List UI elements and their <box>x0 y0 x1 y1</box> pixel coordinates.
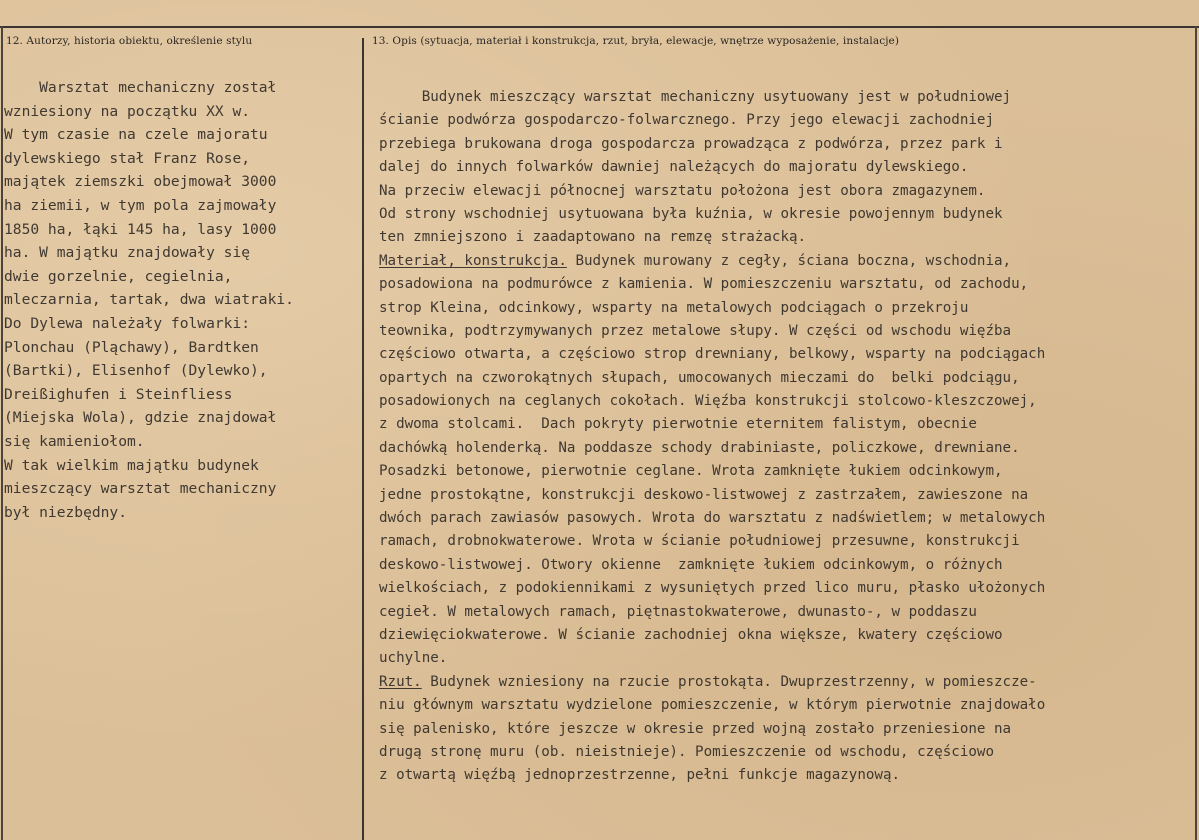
history-text-line: 1850 ha, łąki 145 ha, lasy 1000 <box>4 220 277 238</box>
description-text-line <box>379 413 1179 436</box>
line-text: strop Kleina, odcinkowy, wsparty na metalowych podciągach o przekroju <box>379 299 969 316</box>
history-text-line: Do Dylewa należały folwarki: <box>4 314 251 332</box>
history-text-line: dylewskiego stał Franz Rose, <box>4 149 251 167</box>
line-text: Posadzki betonowe, pierwotnie ceglane. Wrota zamknięte łukiem odcinkowym, <box>379 463 1003 480</box>
history-text-line: Warsztat mechaniczny został <box>4 79 277 96</box>
section-12-header: 12. Autorzy, historia obiektu, określenie stylu <box>6 35 253 47</box>
line-text: Na przeciw elewacji północnej warsztatu położona jest obora zmagazynem. <box>379 182 986 199</box>
description-text-line <box>379 530 1179 553</box>
description-text-line <box>379 320 1179 343</box>
history-text-line: ha ziemii, w tym pola zajmowały <box>4 196 277 214</box>
description-text-line <box>379 86 1179 109</box>
description-text-line <box>379 180 1179 203</box>
line-text: Od strony wschodniej usytuowana była kuźnia, w okresie powojennym budynek <box>379 205 1003 222</box>
line-text: opartych na czworokątnych słupach, umocowanych mieczami do belki podciągu, <box>379 369 1020 386</box>
line-text: posadowiona na podmurówce z kamienia. W pomieszczeniu warsztatu, od zachodu, <box>379 276 1029 293</box>
section-subheading: Materiał, konstrukcja. <box>379 252 567 269</box>
line-text: uchylne. <box>379 650 448 667</box>
line-text: jedne prostokątne, konstrukcji deskowo-listwowej z zastrzałem, zawieszone na <box>379 486 1029 503</box>
description-text-line <box>379 554 1179 577</box>
line-text: ścianie podwórza gospodarczo-folwarcznego. Przy jego elewacji zachodniej <box>379 112 994 129</box>
top-border-line <box>0 26 1199 28</box>
history-text-line: W tak wielkim majątku budynek <box>4 456 259 474</box>
line-text: niu głównym warsztatu wydzielone pomieszczenie, w którym pierwotnie znajdowało <box>379 697 1046 714</box>
line-text: dalej do innych folwarków dawniej należących do majoratu dylewskiego. <box>379 159 969 176</box>
section-13-header: 13. Opis (sytuacja, materiał i konstrukcja, rzut, bryła, elewacje, wnętrze wyposażenie, instalacje) <box>372 35 900 47</box>
line-text: się palenisko, które jeszcze w okresie przed wojną zostało przeniesione na <box>379 720 1012 737</box>
history-text-line: wzniesiony na początku XX w. <box>4 102 251 120</box>
description-text-line <box>379 226 1179 249</box>
description-text-line <box>379 484 1179 507</box>
history-text-line: mieszczący warsztat mechaniczny <box>4 480 277 498</box>
description-text-line <box>379 671 1179 694</box>
description-text-line <box>379 273 1179 296</box>
description-text-line <box>379 343 1179 366</box>
history-text-line: (Bartki), Elisenhof (Dylewko), <box>4 362 268 380</box>
line-text: ten zmniejszono i zaadaptowano na remzę strażacką. <box>379 229 807 246</box>
description-text-line <box>379 647 1179 670</box>
line-text: częściowo otwarta, a częściowo strop drewniany, belkowy, wsparty na podciągach <box>379 346 1046 363</box>
history-text-line: mleczarnia, tartak, dwa wiatraki. <box>4 291 294 309</box>
line-text: cegieł. W metalowych ramach, piętnastokwaterowe, dwunasto-, w poddaszu <box>379 603 977 620</box>
description-text-line <box>379 507 1179 530</box>
line-text: Budynek wzniesiony na rzucie prostokąta. Dwuprzestrzenny, w pomieszcze- <box>421 673 1037 690</box>
description-text-line <box>379 156 1179 179</box>
history-text-line: był niezbędny. <box>4 503 128 521</box>
description-text-line <box>379 764 1179 787</box>
history-text-line: Plonchau (Pląchawy), Bardtken <box>4 338 259 356</box>
history-text-line: Dreißighufen i Steinfliess <box>4 385 233 403</box>
line-text: deskowo-listwowej. Otwory okienne zamknięte łukiem odcinkowym, o różnych <box>379 556 1003 573</box>
description-text-line <box>379 601 1179 624</box>
history-text-line: dwie gorzelnie, cegielnia, <box>4 267 233 285</box>
description-text-line <box>379 250 1179 273</box>
description-text-line <box>379 133 1179 156</box>
line-text: Budynek mieszczący warsztat mechaniczny usytuowany jest w południowej <box>379 89 1012 105</box>
description-text-line <box>379 460 1179 483</box>
left-border-line <box>1 26 3 840</box>
history-text-line: się kamieniołom. <box>4 432 145 450</box>
history-text-column <box>4 76 360 524</box>
history-text-line: (Miejska Wola), gdzie znajdował <box>4 409 277 427</box>
description-text-line <box>379 297 1179 320</box>
line-text: Budynek murowany z cegły, ściana boczna, wschodnia, <box>566 252 1012 269</box>
line-text: dachówką holenderką. Na poddasze schody drabiniaste, policzkowe, drewniane. <box>379 439 1020 456</box>
description-text-line <box>379 624 1179 647</box>
description-text-line <box>379 437 1179 460</box>
description-text-line <box>379 109 1179 132</box>
line-text: dwóch parach zawiasów pasowych. Wrota do warsztatu z nadświetlem; w metalowych <box>379 510 1046 527</box>
column-divider <box>362 38 364 840</box>
line-text: przebiega brukowana droga gospodarcza prowadząca z podwórza, przez park i <box>379 135 1003 152</box>
description-text-line <box>379 694 1179 717</box>
line-text: z dwoma stolcami. Dach pokryty pierwotnie eternitem falistym, obecnie <box>379 416 977 433</box>
description-text-line <box>379 577 1179 600</box>
line-text: teownika, podtrzymywanych przez metalowe słupy. W części od wschodu więźba <box>379 322 1012 339</box>
history-text-line: W tym czasie na czele majoratu <box>4 126 268 144</box>
line-text: ramach, drobnokwaterowe. Wrota w ścianie południowej przesuwne, konstrukcji <box>379 533 1020 550</box>
description-text-line <box>379 367 1179 390</box>
history-text-line: majątek ziemszki obejmował 3000 <box>4 173 277 191</box>
line-text: z otwartą więźbą jednoprzestrzenne, pełni funkcje magazynową. <box>379 767 901 784</box>
description-text-line <box>379 718 1179 741</box>
description-text-line <box>379 741 1179 764</box>
description-text-column <box>379 86 1179 788</box>
description-text-line <box>379 203 1179 226</box>
line-text: dziewięciokwaterowe. W ścianie zachodniej okna większe, kwatery częściowo <box>379 626 1003 643</box>
right-border-line <box>1195 26 1197 840</box>
history-text-line: ha. W majątku znajdowały się <box>4 244 251 262</box>
line-text: drugą stronę muru (ob. nieistnieje). Pomieszczenie od wschodu, częściowo <box>379 743 994 760</box>
description-text-line <box>379 390 1179 413</box>
line-text: posadowionych na ceglanych cokołach. Więźba konstrukcji stolcowo-kleszczowej, <box>379 393 1037 410</box>
section-subheading: Rzut. <box>379 673 422 690</box>
line-text: wielkościach, z podokiennikami z wysuniętych przed lico muru, płasko ułożonych <box>379 580 1046 597</box>
